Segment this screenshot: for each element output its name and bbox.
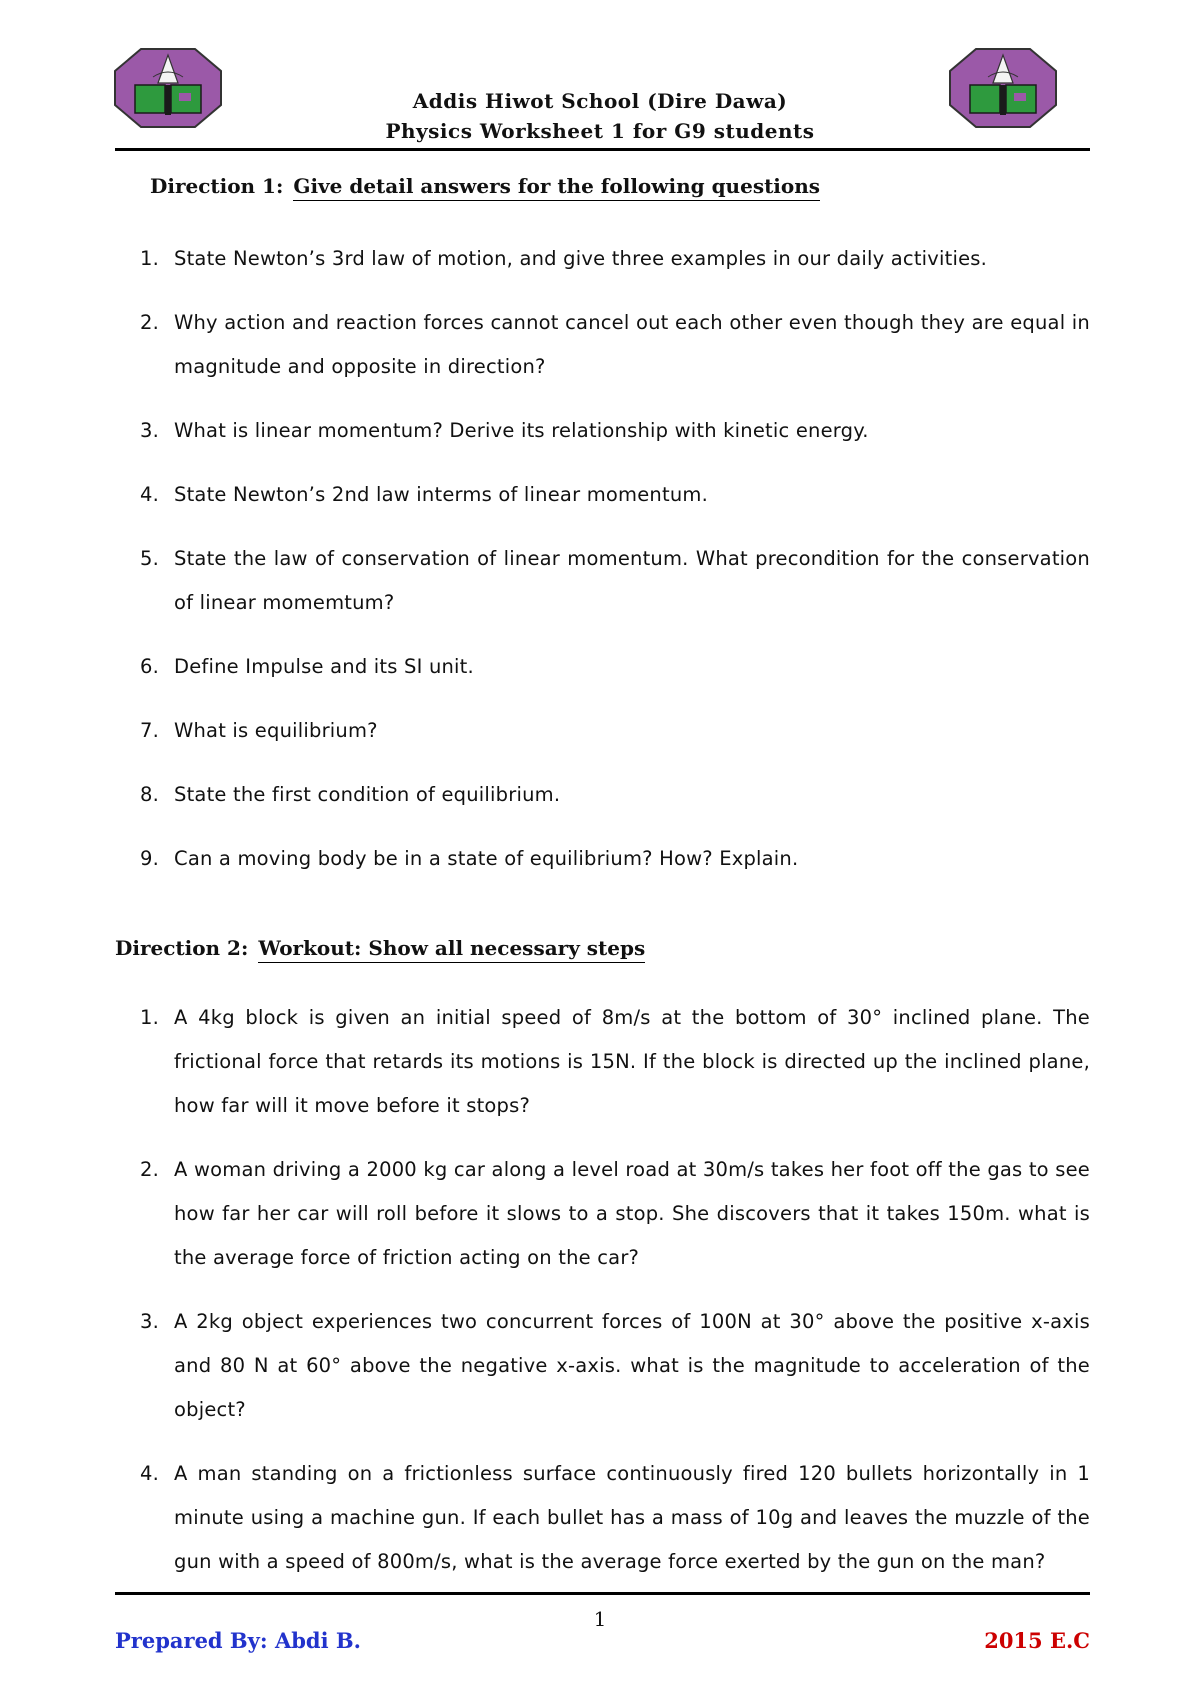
question-number: 5.: [140, 547, 160, 570]
list-item: [140, 773, 1090, 817]
question-text: State the first condition of equilibrium.: [174, 783, 561, 806]
list-item: [140, 709, 1090, 753]
direction-1-title: Give detail answers for the following questions: [293, 174, 820, 201]
year-label: 2015 E.C: [984, 1628, 1090, 1653]
direction-1-label: Direction 1:: [150, 174, 284, 198]
list-item: [140, 301, 1090, 389]
question-number: 2.: [140, 1158, 160, 1181]
list-item: [140, 473, 1090, 517]
list-item: [140, 1300, 1090, 1432]
question-number: 4.: [140, 483, 160, 506]
question-text: What is linear momentum? Derive its relationship with kinetic energy.: [174, 419, 869, 442]
question-text: State Newton’s 3rd law of motion, and give three examples in our daily activities.: [174, 247, 988, 270]
school-name: Addis Hiwot School (Dire Dawa): [412, 89, 788, 113]
school-logo-left-icon: [113, 47, 223, 129]
list-item: [140, 409, 1090, 453]
direction-1-heading: [150, 174, 820, 198]
list-item: [140, 996, 1090, 1128]
list-item: [140, 645, 1090, 689]
footer-rule: [115, 1592, 1090, 1595]
list-item: [140, 837, 1090, 881]
question-number: 9.: [140, 847, 160, 870]
question-number: 8.: [140, 783, 160, 806]
direction-2-label: Direction 2:: [115, 936, 249, 960]
question-number: 7.: [140, 719, 160, 742]
question-number: 2.: [140, 311, 160, 334]
question-text: Why action and reaction forces cannot cancel out each other even though they are equal in magnitude and opposite in direction?: [174, 311, 1090, 378]
question-text: State the law of conservation of linear momentum. What precondition for the conservation of linear momemtum?: [174, 547, 1090, 614]
question-text: A man standing on a frictionless surface continuously fired 120 bullets horizontally in 1 minute using a machine gun. If each bullet has a mass of 10g and leaves the muzzle of the gun with a speed of 800m/s, what is the average force exerted by the gun on the man?: [174, 1462, 1090, 1573]
page-number: 1: [593, 1607, 607, 1631]
question-number: 1.: [140, 1006, 160, 1029]
question-text: State Newton’s 2nd law interms of linear momentum.: [174, 483, 708, 506]
direction-2-heading: [115, 936, 645, 960]
list-item: [140, 1148, 1090, 1280]
question-text: Can a moving body be in a state of equilibrium? How? Explain.: [174, 847, 799, 870]
question-number: 1.: [140, 247, 160, 270]
list-item: [140, 1452, 1090, 1584]
document-header: [300, 86, 900, 146]
header-rule: [115, 148, 1090, 151]
question-number: 4.: [140, 1462, 160, 1485]
school-logo-right-icon: [948, 47, 1058, 129]
question-number: 3.: [140, 1310, 160, 1333]
question-text: A 2kg object experiences two concurrent forces of 100N at 30° above the positive x-axis and 80 N at 60° above the negative x-axis. what is the magnitude to acceleration of the object?: [174, 1310, 1090, 1421]
question-text: What is equilibrium?: [174, 719, 378, 742]
question-number: 6.: [140, 655, 160, 678]
worksheet-title: Physics Worksheet 1 for G9 students: [385, 119, 815, 143]
list-item: [140, 237, 1090, 281]
question-number: 3.: [140, 419, 160, 442]
prepared-by: Prepared By: Abdi B.: [115, 1628, 361, 1653]
question-text: A 4kg block is given an initial speed of 8m/s at the bottom of 30° inclined plane. The frictional force that retards its motions is 15N. If the block is directed up the inclined plane, how far will it move before it stops?: [174, 1006, 1090, 1117]
list-item: [140, 537, 1090, 625]
question-text: Define Impulse and its SI unit.: [174, 655, 474, 678]
direction-2-title: Workout: Show all necessary steps: [258, 936, 645, 963]
question-text: A woman driving a 2000 kg car along a level road at 30m/s takes her foot off the gas to see how far her car will roll before it slows to a stop. She discovers that it takes 150m. what is the average force of friction acting on the car?: [174, 1158, 1090, 1269]
